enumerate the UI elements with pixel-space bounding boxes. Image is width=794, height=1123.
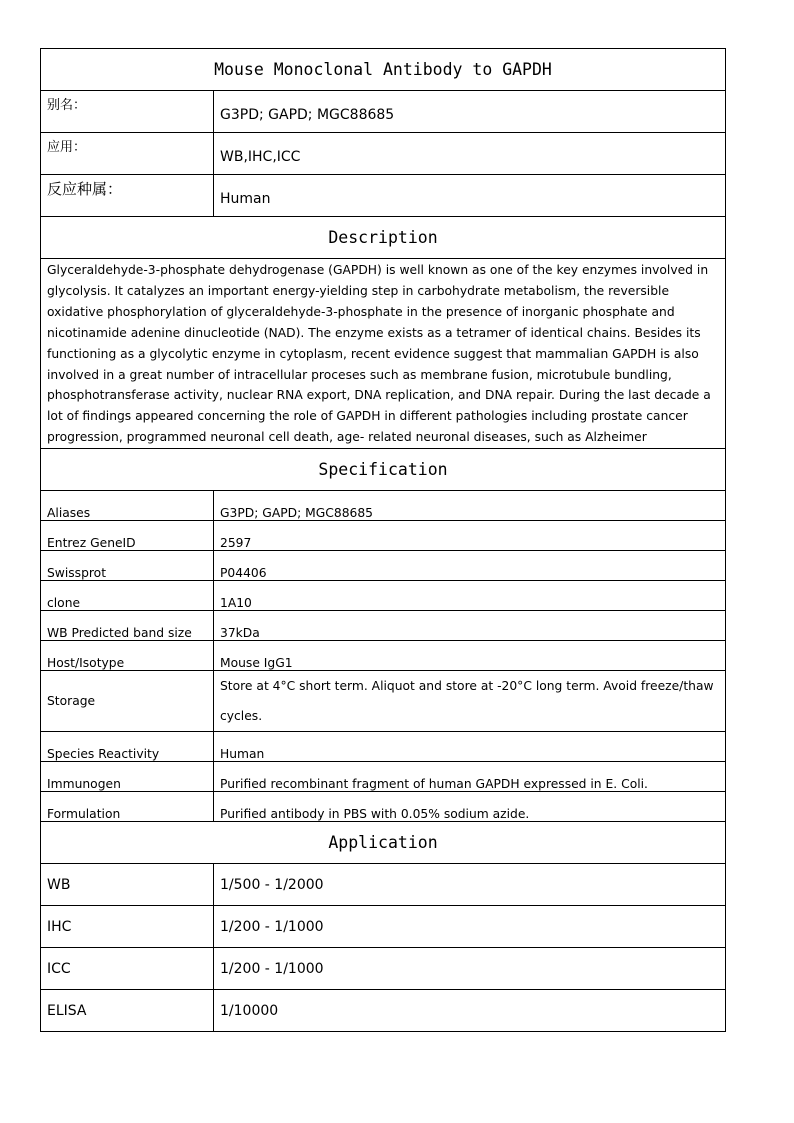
spec-label: WB Predicted band size [41, 611, 214, 641]
page-title: Mouse Monoclonal Antibody to GAPDH [41, 49, 726, 91]
alias-value: G3PD; GAPD; MGC88685 [214, 91, 726, 133]
spec-row [41, 581, 726, 611]
application-heading: Application [41, 822, 726, 864]
app-dilution: 1/200 - 1/1000 [214, 948, 726, 990]
reactivity-value: Human [214, 175, 726, 217]
app-dilution: 1/10000 [214, 990, 726, 1032]
spec-value: G3PD; GAPD; MGC88685 [214, 491, 726, 521]
app-label: ELISA [41, 990, 214, 1032]
description-text: Glyceraldehyde-3-phosphate dehydrogenase (GAPDH) is well known as one of the key enzymes involved in glycolysis. It catalyzes an important energy-yielding step in carbohydrate metabolism, the reversible oxidative phosphorylation of glyceraldehyde-3-phosphate in the presence of inorganic phosphate and nicotinamide adenine dinucleotide (NAD). The enzyme exists as a tetramer of identical chains. Besides its functioning as a glycolytic enzyme in cytoplasm, recent evidence suggest that mammalian GAPDH is also involved in a great number of intracellular proceses such as membrane fusion, microtubule bundling, phosphotransferase activity, nuclear RNA export, DNA replication, and DNA repair. During the last decade a lot of findings appeared concerning the role of GAPDH in different pathologies including prostate cancer progression, programmed neuronal cell death, age- related neuronal diseases, such as Alzheimer [41, 259, 726, 449]
spec-label: Immunogen [41, 762, 214, 792]
title-row [41, 49, 726, 91]
app-label: IHC [41, 906, 214, 948]
spec-label: Species Reactivity [41, 732, 214, 762]
app-label: WB [41, 864, 214, 906]
spec-label: Storage [41, 671, 214, 732]
application-value: WB,IHC,ICC [214, 133, 726, 175]
spec-row [41, 641, 726, 671]
datasheet-table [40, 48, 726, 1032]
spec-label: Aliases [41, 491, 214, 521]
spec-value: 37kDa [214, 611, 726, 641]
app-row [41, 990, 726, 1032]
spec-value: 1A10 [214, 581, 726, 611]
spec-row [41, 551, 726, 581]
application-label: 应用： [41, 133, 214, 175]
spec-label: Formulation [41, 792, 214, 822]
spec-row [41, 611, 726, 641]
app-row [41, 948, 726, 990]
spec-label: clone [41, 581, 214, 611]
spec-value: Mouse IgG1 [214, 641, 726, 671]
spec-row [41, 671, 726, 732]
spec-label: Swissprot [41, 551, 214, 581]
spec-value: 2597 [214, 521, 726, 551]
app-row [41, 864, 726, 906]
description-heading-row [41, 217, 726, 259]
application-heading-row [41, 822, 726, 864]
spec-value: Human [214, 732, 726, 762]
spec-value: P04406 [214, 551, 726, 581]
reactivity-label: 反应种属： [41, 175, 214, 217]
top-row [41, 175, 726, 217]
spec-value: Purified antibody in PBS with 0.05% sodium azide. [214, 792, 726, 822]
spec-row [41, 732, 726, 762]
spec-label: Entrez GeneID [41, 521, 214, 551]
top-row [41, 91, 726, 133]
spec-value: Store at 4°C short term. Aliquot and store at -20°C long term. Avoid freeze/thaw cycles. [214, 671, 726, 732]
spec-row [41, 762, 726, 792]
top-row [41, 133, 726, 175]
spec-row [41, 792, 726, 822]
spec-value: Purified recombinant fragment of human GAPDH expressed in E. Coli. [214, 762, 726, 792]
specification-heading-row [41, 449, 726, 491]
app-dilution: 1/500 - 1/2000 [214, 864, 726, 906]
description-heading: Description [41, 217, 726, 259]
specification-heading: Specification [41, 449, 726, 491]
app-row [41, 906, 726, 948]
app-dilution: 1/200 - 1/1000 [214, 906, 726, 948]
alias-label: 别名： [41, 91, 214, 133]
spec-row [41, 491, 726, 521]
spec-label: Host/Isotype [41, 641, 214, 671]
app-label: ICC [41, 948, 214, 990]
spec-row [41, 521, 726, 551]
description-row [41, 259, 726, 449]
